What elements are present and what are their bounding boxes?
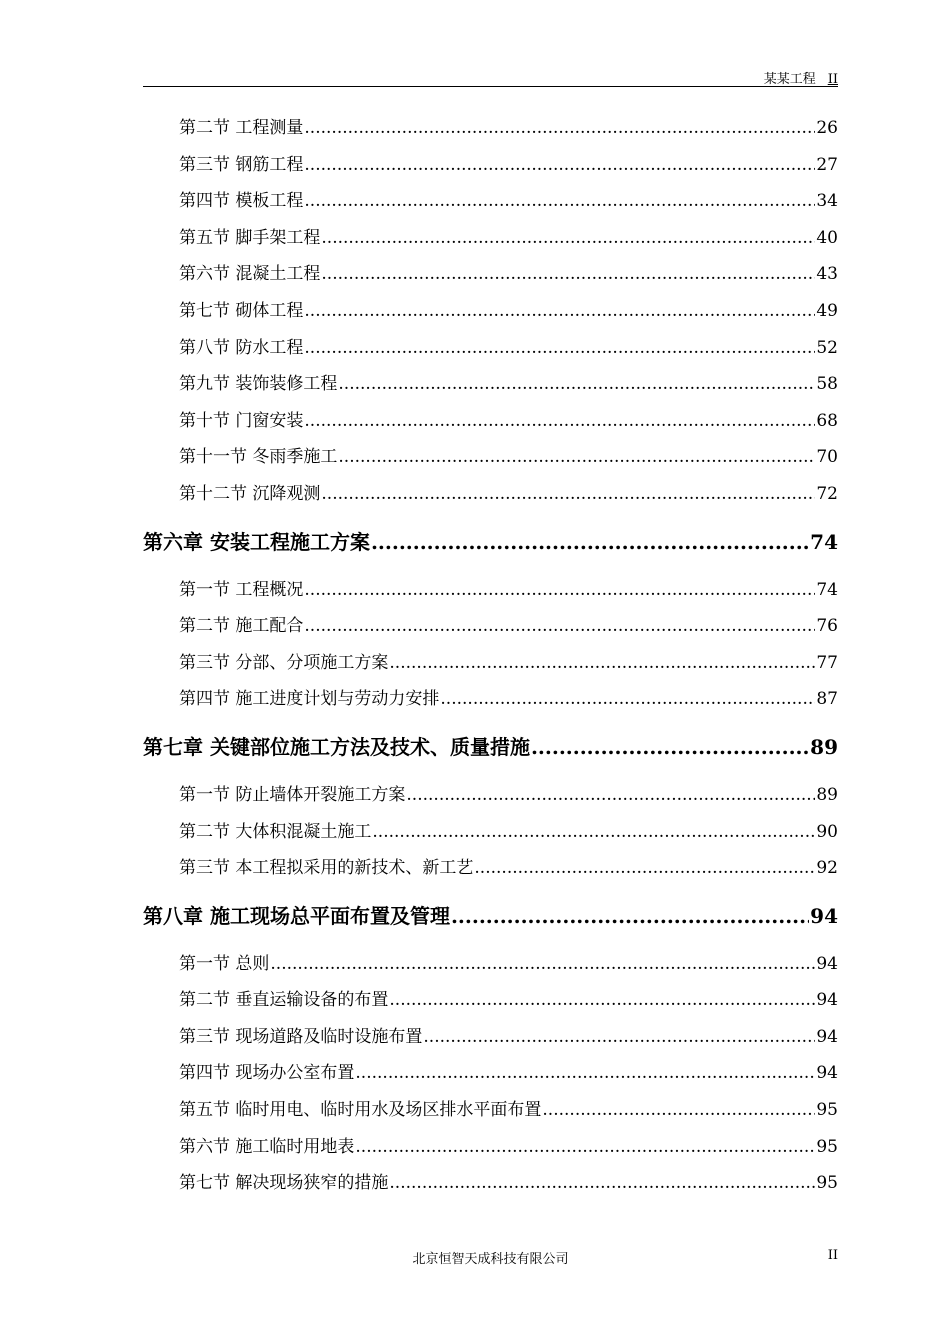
toc-entry-label: 第二节 施工配合: [179, 616, 304, 637]
toc-entry-label: 第六节 施工临时用地表: [179, 1136, 355, 1157]
toc-dot-leader: [304, 183, 815, 220]
toc-dot-leader: [321, 256, 815, 293]
toc-dot-leader: [406, 777, 815, 814]
toc-entry-label: 第三节 现场道路及临时设施布置: [179, 1026, 423, 1047]
toc-dot-leader: [389, 645, 815, 682]
toc-entry-page-number: 70: [816, 447, 838, 468]
toc-section-entry[interactable]: [143, 608, 838, 645]
toc-dot-leader: [389, 1165, 815, 1202]
toc-section-entry[interactable]: [143, 476, 838, 513]
toc-section-entry[interactable]: [143, 439, 838, 476]
toc-section-entry[interactable]: [143, 330, 838, 367]
toc-entry-label: 第一节 工程概况: [179, 579, 304, 600]
table-of-contents: [143, 110, 838, 1202]
page-header: [143, 66, 838, 87]
toc-section-entry[interactable]: [143, 1019, 838, 1056]
toc-entry-label: 第二节 垂直运输设备的布置: [179, 990, 389, 1011]
toc-section-entry[interactable]: [143, 110, 838, 147]
toc-dot-leader: [451, 890, 809, 943]
toc-entry-page-number: 68: [816, 410, 838, 431]
toc-dot-leader: [304, 403, 815, 440]
toc-section-entry[interactable]: [143, 982, 838, 1019]
toc-entry-page-number: 90: [816, 821, 838, 842]
toc-entry-label: 第五节 临时用电、临时用水及场区排水平面布置: [179, 1100, 542, 1121]
toc-dot-leader: [389, 982, 815, 1019]
toc-entry-page-number: 26: [816, 118, 838, 138]
toc-dot-leader: [371, 516, 809, 569]
toc-entry-label: 第四节 现场办公室布置: [179, 1063, 355, 1084]
toc-section-entry[interactable]: [143, 1165, 838, 1202]
toc-entry-page-number: 77: [816, 652, 838, 673]
toc-entry-page-number: 89: [816, 784, 838, 805]
toc-entry-page-number: 89: [810, 734, 838, 759]
toc-dot-leader: [372, 814, 815, 851]
toc-entry-label: 第十一节 冬雨季施工: [179, 447, 338, 468]
toc-entry-label: 第四节 模板工程: [179, 191, 304, 212]
toc-entry-label: 第四节 施工进度计划与劳动力安排: [179, 689, 440, 710]
toc-entry-page-number: 74: [810, 529, 838, 554]
toc-entry-label: 第二节 大体积混凝土施工: [179, 821, 372, 842]
toc-entry-page-number: 34: [816, 191, 838, 212]
toc-dot-leader: [355, 1055, 815, 1092]
toc-section-entry[interactable]: [143, 256, 838, 293]
toc-entry-page-number: 87: [816, 689, 838, 710]
toc-section-entry[interactable]: [143, 1129, 838, 1166]
toc-section-entry[interactable]: [143, 1092, 838, 1129]
toc-dot-leader: [321, 220, 815, 257]
toc-entry-label: 第一节 防止墙体开裂施工方案: [179, 784, 406, 805]
toc-entry-page-number: 52: [816, 337, 838, 358]
toc-entry-page-number: 27: [816, 154, 838, 175]
toc-entry-page-number: 95: [816, 1100, 838, 1121]
toc-entry-label: 第十二节 沉降观测: [179, 483, 321, 504]
toc-section-entry[interactable]: [143, 147, 838, 184]
toc-dot-leader: [338, 366, 815, 403]
toc-dot-leader: [321, 476, 815, 513]
toc-entry-page-number: 43: [816, 264, 838, 285]
toc-section-entry[interactable]: [143, 777, 838, 814]
toc-entry-label: 第八章 施工现场总平面布置及管理: [143, 903, 450, 928]
toc-entry-page-number: 94: [816, 1063, 838, 1084]
toc-dot-leader: [338, 439, 815, 476]
toc-entry-label: 第七章 关键部位施工方法及技术、质量措施: [143, 734, 530, 759]
toc-entry-label: 第三节 本工程拟采用的新技术、新工艺: [179, 858, 474, 879]
toc-entry-page-number: 94: [816, 990, 838, 1011]
toc-section-entry[interactable]: [143, 814, 838, 851]
toc-entry-label: 第二节 工程测量: [179, 118, 304, 138]
toc-entry-page-number: 76: [816, 616, 838, 637]
toc-section-entry[interactable]: [143, 645, 838, 682]
toc-section-entry[interactable]: [143, 293, 838, 330]
toc-entry-page-number: 74: [816, 579, 838, 600]
toc-entry-label: 第三节 钢筋工程: [179, 154, 304, 175]
footer-page-number: II: [827, 1248, 838, 1263]
toc-entry-label: 第六章 安装工程施工方案: [143, 529, 370, 554]
toc-entry-label: 第八节 防水工程: [179, 337, 304, 358]
toc-dot-leader: [542, 1092, 815, 1129]
toc-dot-leader: [304, 572, 815, 609]
toc-dot-leader: [474, 850, 815, 887]
header-title: 某某工程: [763, 72, 816, 87]
toc-dot-leader: [304, 293, 815, 330]
toc-section-entry[interactable]: [143, 1055, 838, 1092]
toc-entry-label: 第七节 解决现场狭窄的措施: [179, 1173, 389, 1194]
toc-entry-label: 第五节 脚手架工程: [179, 227, 321, 248]
toc-entry-page-number: 58: [816, 374, 838, 395]
toc-dot-leader: [304, 110, 815, 147]
toc-chapter-entry[interactable]: [143, 718, 838, 777]
toc-entry-label: 第十节 门窗安装: [179, 410, 304, 431]
toc-entry-page-number: 49: [816, 300, 838, 321]
toc-entry-label: 第一节 总则: [179, 953, 270, 974]
toc-entry-page-number: 95: [816, 1173, 838, 1194]
toc-section-entry[interactable]: [143, 946, 838, 983]
toc-section-entry[interactable]: [143, 366, 838, 403]
toc-section-entry[interactable]: [143, 681, 838, 718]
toc-entry-page-number: 40: [816, 227, 838, 248]
toc-entry-page-number: 94: [810, 903, 838, 928]
toc-entry-label: 第七节 砌体工程: [179, 300, 304, 321]
toc-dot-leader: [304, 147, 815, 184]
toc-entry-page-number: 95: [816, 1136, 838, 1157]
toc-section-entry[interactable]: [143, 183, 838, 220]
toc-dot-leader: [423, 1019, 815, 1056]
toc-entry-label: 第九节 装饰装修工程: [179, 374, 338, 395]
toc-entry-page-number: 72: [816, 483, 838, 504]
toc-section-entry[interactable]: [143, 403, 838, 440]
toc-entry-page-number: 94: [816, 953, 838, 974]
toc-dot-leader: [270, 946, 815, 983]
toc-chapter-entry[interactable]: [143, 887, 838, 946]
footer-company: 北京恒智天成科技有限公司: [412, 1252, 569, 1267]
toc-dot-leader: [440, 681, 815, 718]
toc-section-entry[interactable]: [143, 850, 838, 887]
toc-section-entry[interactable]: [143, 220, 838, 257]
toc-dot-leader: [304, 608, 815, 645]
toc-entry-page-number: 92: [816, 858, 838, 879]
toc-entry-page-number: 94: [816, 1026, 838, 1047]
toc-dot-leader: [531, 721, 809, 774]
header-text: [764, 68, 838, 87]
toc-dot-leader: [304, 330, 815, 367]
toc-section-entry[interactable]: [143, 572, 838, 609]
toc-entry-label: 第三节 分部、分项施工方案: [179, 652, 389, 673]
toc-dot-leader: [355, 1129, 815, 1166]
page-footer: [143, 1248, 838, 1268]
toc-chapter-entry[interactable]: [143, 513, 838, 572]
header-page-number: II: [827, 72, 838, 87]
toc-entry-label: 第六节 混凝土工程: [179, 264, 321, 285]
